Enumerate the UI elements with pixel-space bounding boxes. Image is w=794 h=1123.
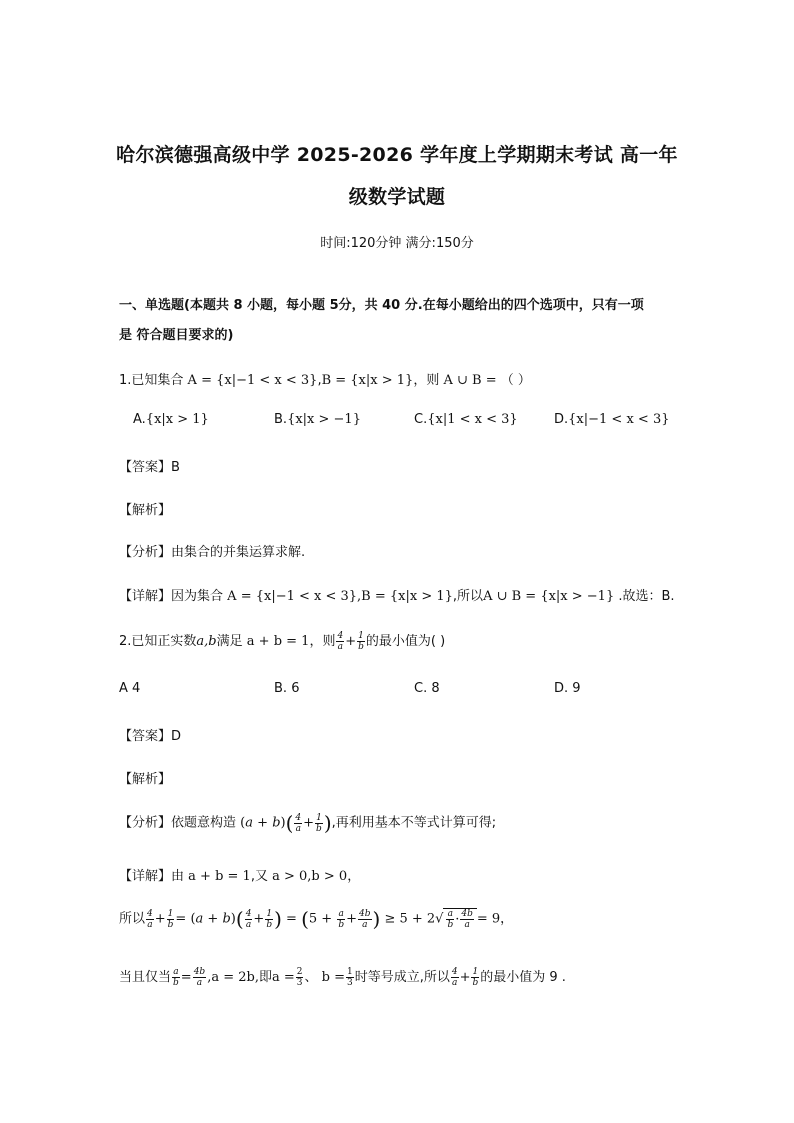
q2-detail-comma: ， [347,869,361,884]
q1-option-b-label: B. [274,412,288,427]
q1-option-c-label: C. [414,412,428,427]
q1-option-b [274,412,361,427]
q2-answer: 【答案】D [119,729,182,744]
q2-detail-cond: a + b = 1 [188,869,251,884]
q1-option-b-text: {x|x > −1} [287,412,361,427]
q1-option-a-label: A. [133,412,146,427]
q1-prefix: 1.已知集合 [119,373,184,388]
q1-detail-end: .故选：B. [618,589,675,604]
q2-ji: 即 [258,970,272,985]
q2-analysis-text2: ,再利用基本不等式计算可得; [331,815,497,831]
q1-option-c-text: {x|1 < x < 3} [427,412,518,427]
q2-option-c-text: 8 [431,681,440,696]
fraction-4-over-a: $\frac{4}{a}$ [337,631,344,652]
q1-paren: （ ） [500,373,531,388]
q2-result-eq: = 9 [476,911,501,927]
fraction-1-over-b: $\frac{1}{b}$ [358,631,364,652]
q1-set-b: B = {x|x > 1} [321,373,414,388]
q1-detail-sets: A = {x|−1 < x < 3},B = {x|x > 1} [227,589,453,604]
exam-title-line2: 级数学试题 [348,186,446,208]
q2-option-a-text: 4 [132,681,141,696]
q2-when-eq: ,a = 2b, [207,970,259,985]
q1-analysis-text: 由集合的并集运算求解. [171,545,306,560]
q2-when-word: 当且仅当 [119,970,172,985]
q2-option-a-label: A [119,681,128,696]
q2-detail [119,865,360,884]
q2-detail-label: 【详解】 [119,869,172,884]
q2-equal-word: 时等号成立,所以 [354,970,450,985]
q1-analysis-heading: 【解析】 [119,503,172,518]
q1-option-d [554,412,670,427]
q2-detail-cond2: a > 0,b > 0 [272,869,348,884]
q2-option-d-text: 9 [572,681,581,696]
q1-detail-result: A ∪ B = {x|x > −1} [483,589,615,604]
q1-detail-label: 【详解】 [119,589,172,604]
q2-analysis-heading: 【解析】 [119,772,172,787]
q2-option-c [414,681,440,696]
q2-option-d [554,681,581,696]
q2-option-c-label: C. [414,681,428,696]
section-heading-line1: 一、单选题(本题共 8 小题，每小题 5分，共 40 分.在每小题给出的四个选项中，只有一项 [119,298,644,313]
q1-answer: 【答案】B [119,460,180,475]
q2-analysis-label: 【分析】 [119,815,172,831]
q2-detail-text1: 由 [171,869,185,884]
q1-set-a: A = {x|−1 < x < 3} [187,373,318,388]
q2-option-b [274,681,299,696]
q2-b-val-prefix: 、 b = [304,970,345,985]
q2-tail: 的最小值为( ) [365,634,446,649]
q2-derivation: 所以 $\frac{4}{a}$ + $\frac{1}{b}$ = (a + b)( $\frac{4}{a}$ + $\frac{1}{b}$ ) = (5 + $\frac{a}{b}$ + $\frac{4b}{a}$ ) ≥ 5 + 2√ $\frac{a}{b}$ · $\frac{4b}{a}$ = 9， [119,907,514,931]
q2-so-word: 所以 [119,911,146,927]
q2-cond-word: 满足 [216,634,243,649]
q2-option-b-label: B. [274,681,288,696]
q1-mid: ，则 [413,373,440,388]
q1-analysis-label: 【分析】 [119,545,172,560]
q2-then: ，则 [309,634,336,649]
q1-option-a [133,412,209,427]
q2-prefix: 2.已知正实数 [119,634,197,649]
exam-subtitle: 时间:120分钟 满分:150分 [320,236,474,251]
q2-cond: a + b = 1 [246,634,310,649]
q2-option-a [119,681,140,696]
q1-stem: 1.已知集合 A = {x|−1 < x < 3},B = {x|x > 1}，则 A ∪ B = （ ） [119,373,531,388]
q2-equality-condition: 当且仅当 $\frac{a}{b}$ = $\frac{4b}{a}$ ,a = 2b,即a = $\frac{2}{3}$ 、 b = $\frac{1}{3}$ 时等号成立,所以 $\frac{4}{a}$ + $\frac{1}{b}$ 的最小值为 9 . [119,967,566,988]
q2-detail-text2: ,又 [250,869,268,884]
q2-analysis-text1: 依题意构造 [171,815,237,831]
q1-option-c [414,412,518,427]
q1-detail-prefix: 因为集合 [171,589,224,604]
q2-option-d-label: D. [554,681,569,696]
q2-analysis: 【分析】依题意构造 (a + b)( $\frac{4}{a}$ + $\frac{1}{b}$ ),再利用基本不等式计算可得; [119,811,497,835]
q1-analysis [119,541,305,560]
q2-vars: a,b [196,634,217,649]
q1-option-a-text: {x|x > 1} [145,412,209,427]
q2-option-b-text: 6 [291,681,300,696]
q1-detail-mid: ,所以 [452,589,484,604]
q2-stem: 2.已知正实数a,b满足 a + b = 1，则 $\frac{4}{a}$ + $\frac{1}{b}$ 的最小值为( ) [119,631,446,652]
q2-final-tail: 的最小值为 9 . [480,970,566,985]
q1-union: A ∪ B = [443,373,497,388]
section-heading-line2: 是 符合题目要求的) [119,328,234,343]
q2-a-val-prefix: a = [271,970,295,985]
exam-title-line1: 哈尔滨德强高级中学 2025-2026 学年度上学期期末考试 高一年 [116,144,678,166]
q1-option-d-text: {x|−1 < x < 3} [568,412,670,427]
q1-detail [119,585,675,604]
q1-option-d-label: D. [554,412,569,427]
